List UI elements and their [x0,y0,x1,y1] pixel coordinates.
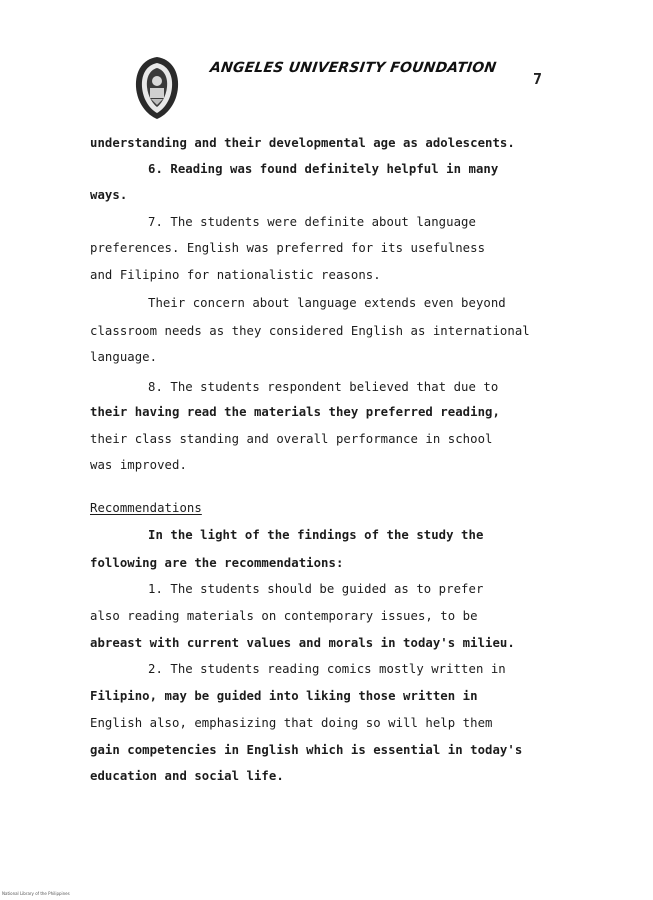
text-line: and Filipino for nationalistic reasons. [90,268,381,282]
text-line: gain competencies in English which is essential in today's [90,743,523,757]
text-line: In the light of the findings of the study the [148,528,484,542]
text-line: 2. The students reading comics mostly written in [148,662,506,676]
text-line: 8. The students respondent believed that due to [148,380,499,394]
text-line: abreast with current values and morals in today's milieu. [90,636,515,650]
text-line: preferences. English was preferred for its usefulness [90,241,486,255]
text-line: 1. The students should be guided as to prefer [148,582,484,596]
text-line: their class standing and overall performance in school [90,432,493,446]
university-seal-icon [133,55,181,121]
text-line: Their concern about language extends even beyond [148,296,506,310]
text-line: ways. [90,188,128,202]
page-number: 7 [533,70,543,88]
text-line: understanding and their developmental age as adolescents. [90,136,515,150]
text-line: also reading materials on contemporary issues, to be [90,609,478,623]
text-line: was improved. [90,458,187,472]
text-line: classroom needs as they considered English as international [90,324,530,338]
archive-footer: National Library of the Philippines [2,891,70,896]
text-line: their having read the materials they preferred reading, [90,405,500,419]
text-line: education and social life. [90,769,284,783]
text-line: 6. Reading was found definitely helpful in many [148,162,499,176]
text-line: 7. The students were definite about language [148,215,476,229]
text-line: Filipino, may be guided into liking those written in [90,689,478,703]
section-heading: Recommendations [90,501,202,515]
institution-header: ANGELES UNIVERSITY FOUNDATION [208,60,498,76]
text-line: English also, emphasizing that doing so will help them [90,716,493,730]
text-line: language. [90,350,158,364]
text-line: following are the recommendations: [90,556,344,570]
